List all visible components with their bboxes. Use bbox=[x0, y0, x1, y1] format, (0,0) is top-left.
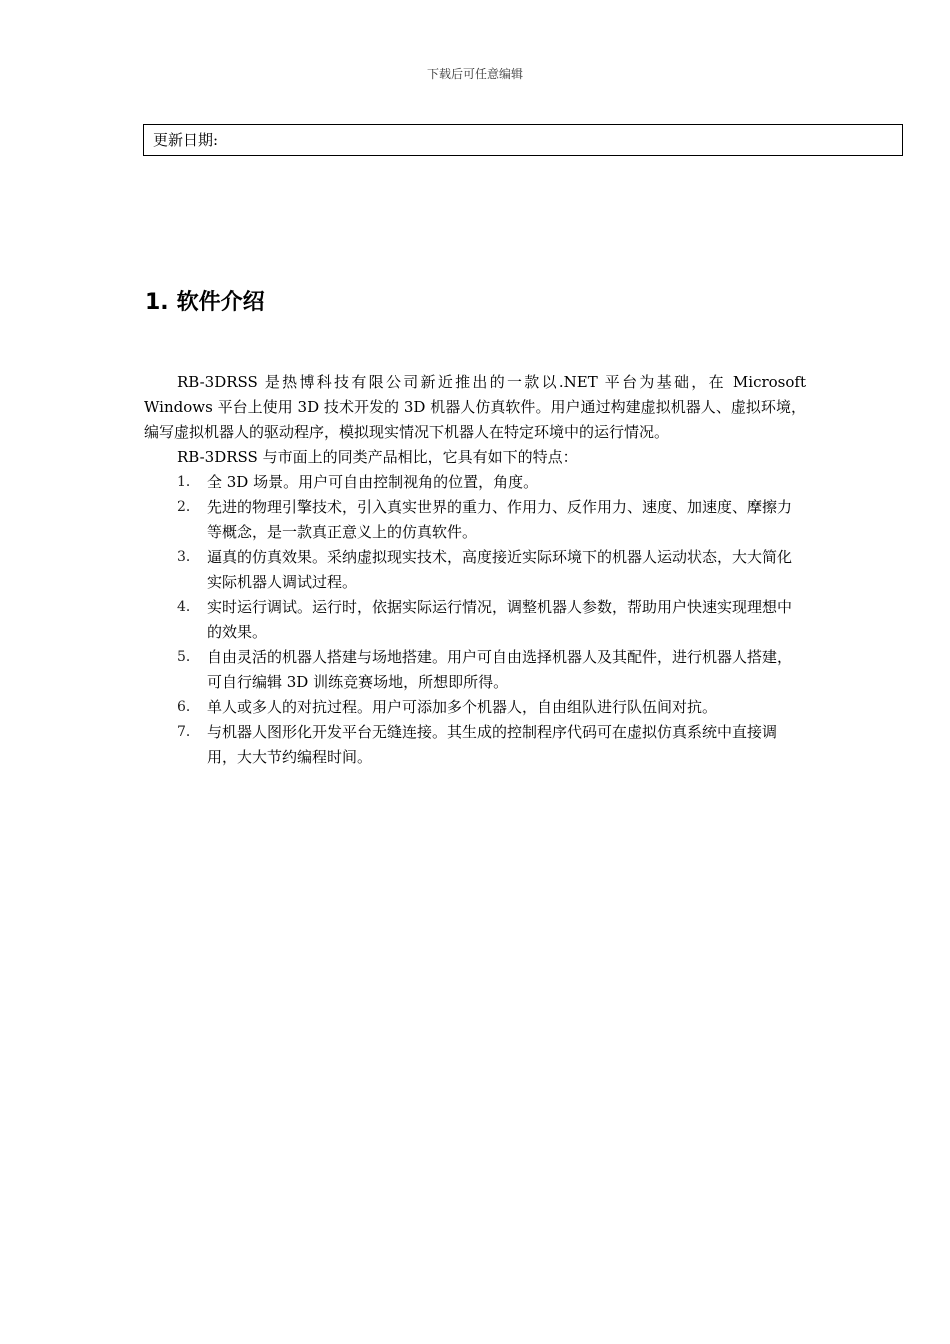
feature-item bbox=[144, 695, 806, 720]
feature-number: 2． bbox=[177, 499, 200, 515]
feature-text: 单人或多人的对抗过程。用户可添加多个机器人，自由组队进行队伍间对抗。 bbox=[207, 698, 718, 716]
feature-item bbox=[144, 645, 806, 695]
intro-paragraph: RB-3DRSS 是热博科技有限公司新近推出的一款以.NET 平台为基础，在 Microsoft Windows 平台上使用 3D 技术开发的 3D 机器人仿真软件。用户通过构建虚拟机器人、虚拟环境，编写虚拟机器人的驱动程序，模拟现实情况下机器人在特定环境中的运行情况。 bbox=[144, 373, 806, 441]
feature-number: 7． bbox=[177, 724, 200, 740]
features-lead-paragraph: RB-3DRSS 与市面上的同类产品相比，它具有如下的特点： bbox=[177, 448, 578, 466]
feature-number: 3． bbox=[177, 549, 200, 565]
feature-text: 全 3D 场景。用户可自由控制视角的位置，角度。 bbox=[207, 473, 539, 491]
feature-list bbox=[144, 470, 806, 770]
feature-number: 1． bbox=[177, 474, 200, 490]
feature-number: 4． bbox=[177, 599, 200, 615]
update-date-label: 更新日期: bbox=[153, 131, 219, 149]
feature-item bbox=[144, 470, 806, 495]
feature-text: 实时运行调试。运行时，依据实际运行情况，调整机器人参数，帮助用户快速实现理想中的效果。 bbox=[207, 598, 793, 641]
feature-text: 先进的物理引擎技术，引入真实世界的重力、作用力、反作用力、速度、加速度、摩擦力等概念，是一款真正意义上的仿真软件。 bbox=[207, 498, 793, 541]
feature-item bbox=[144, 720, 806, 770]
section-body bbox=[144, 370, 806, 770]
section-title-text: 软件介绍 bbox=[176, 290, 265, 315]
update-date-box bbox=[143, 124, 903, 156]
feature-text: 与机器人图形化开发平台无缝连接。其生成的控制程序代码可在虚拟仿真系统中直接调用，大大节约编程时间。 bbox=[207, 723, 778, 766]
feature-item bbox=[144, 495, 806, 545]
section-title bbox=[145, 287, 265, 319]
section-number: 1. bbox=[145, 290, 169, 315]
feature-text: 逼真的仿真效果。采纳虚拟现实技术，高度接近实际环境下的机器人运动状态，大大简化实际机器人调试过程。 bbox=[207, 548, 793, 591]
page-header: 下载后可任意编辑 bbox=[426, 67, 523, 81]
feature-item bbox=[144, 595, 806, 645]
feature-number: 6． bbox=[177, 699, 200, 715]
feature-number: 5． bbox=[177, 649, 200, 665]
feature-item bbox=[144, 545, 806, 595]
feature-text: 自由灵活的机器人搭建与场地搭建。用户可自由选择机器人及其配件，进行机器人搭建，可自行编辑 3D 训练竞赛场地，所想即所得。 bbox=[207, 648, 793, 691]
